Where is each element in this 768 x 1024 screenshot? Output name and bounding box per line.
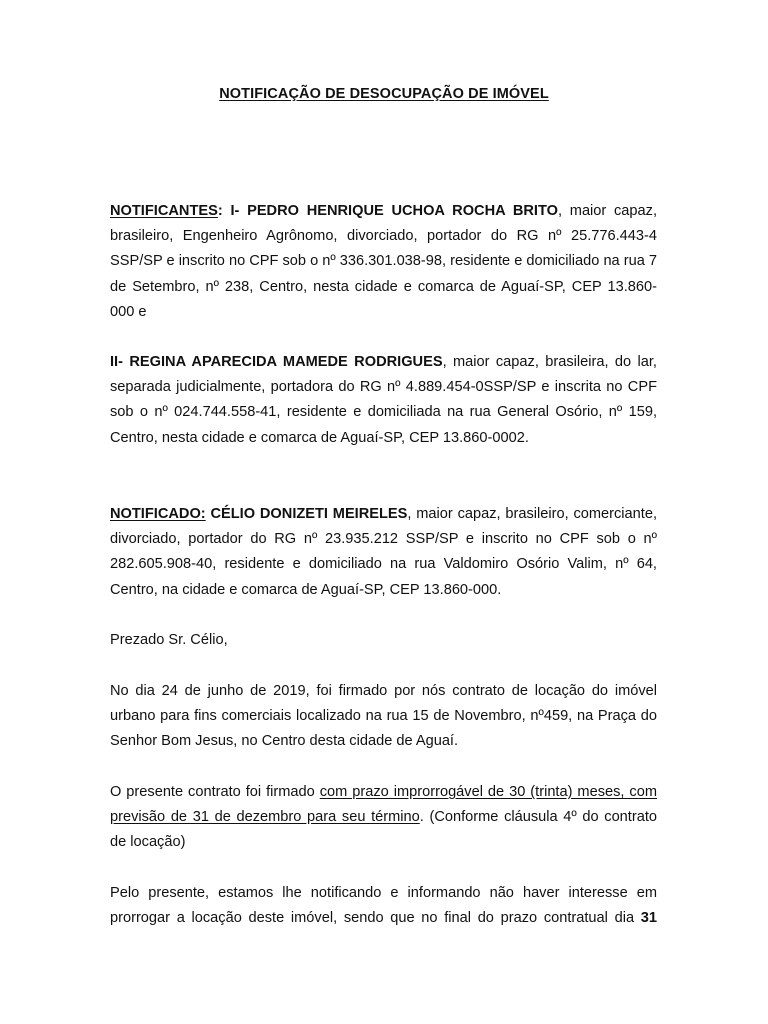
notificado-details: , maior capaz, brasileiro, comerciante, divorciado, portador do RG nº 23.935.212 SSP/SP e inscrito no CPF sob o nº 282.605.908-40, residente e domiciliado na rua Valdomiro Osório Valim, nº 64, Centro, na cidade e comarca de Aguaí-SP, CEP 13.860-000. bbox=[110, 506, 657, 598]
notificado-name: CÉLIO DONIZETI MEIRELES bbox=[205, 506, 408, 522]
notificado-label: NOTIFICADO: bbox=[110, 506, 206, 522]
notificante-1-name: I- PEDRO HENRIQUE UCHOA ROCHA BRITO bbox=[222, 203, 558, 219]
term-text-after: . (Conforme cláusula 4º do contrato de locação) bbox=[110, 809, 657, 851]
notice-paragraph bbox=[110, 881, 657, 931]
greeting: Prezado Sr. Célio, bbox=[110, 632, 228, 648]
notificante-2-details: , maior capaz, brasileira, do lar, separada judicialmente, portadora do RG nº 4.889.454-0SSP/SP e inscrita no CPF sob o nº 024.744.558-41, residente e domiciliada na rua General Osório, nº 159, Centro, nesta cidade e comarca de Aguaí-SP, CEP 13.860-0002. bbox=[110, 354, 657, 446]
term-text-before: O presente contrato foi firmado bbox=[110, 784, 320, 800]
notificantes-label: NOTIFICANTES bbox=[110, 203, 218, 219]
notificantes-paragraph-1 bbox=[110, 199, 657, 325]
notificantes-paragraph-2 bbox=[110, 350, 657, 451]
notificante-2-name: II- REGINA APARECIDA MAMEDE RODRIGUES bbox=[110, 354, 443, 370]
notice-text: Pelo presente, estamos lhe notificando e informando não haver interesse em prorrogar a locação deste imóvel, sendo que no final do prazo contratual dia bbox=[110, 885, 657, 927]
notice-bold-day: 31 bbox=[640, 910, 657, 927]
term-text-underlined: com prazo improrrogável de 30 (trinta) meses, com previsão de 31 de dezembro para seu término bbox=[110, 784, 657, 826]
notificante-1-details: , maior capaz, brasileiro, Engenheiro Agrônomo, divorciado, portador do RG nº 25.776.443-4 SSP/SP e inscrito no CPF sob o nº 336.301.038-98, residente e domiciliado na rua 7 de Setembro, nº 238, Centro, nesta cidade e comarca de Aguaí-SP, CEP 13.860-000 e bbox=[110, 203, 657, 320]
notificantes-colon: : bbox=[217, 203, 223, 219]
contract-paragraph: No dia 24 de junho de 2019, foi firmado por nós contrato de locação do imóvel urbano para fins comerciais localizado na rua 15 de Novembro, nº459, na Praça do Senhor Bom Jesus, no Centro desta cidade de Aguaí. bbox=[110, 683, 657, 750]
document-title: NOTIFICAÇÃO DE DESOCUPAÇÃO DE IMÓVEL bbox=[219, 86, 549, 102]
term-paragraph bbox=[110, 780, 657, 856]
notificado-paragraph bbox=[110, 502, 657, 603]
